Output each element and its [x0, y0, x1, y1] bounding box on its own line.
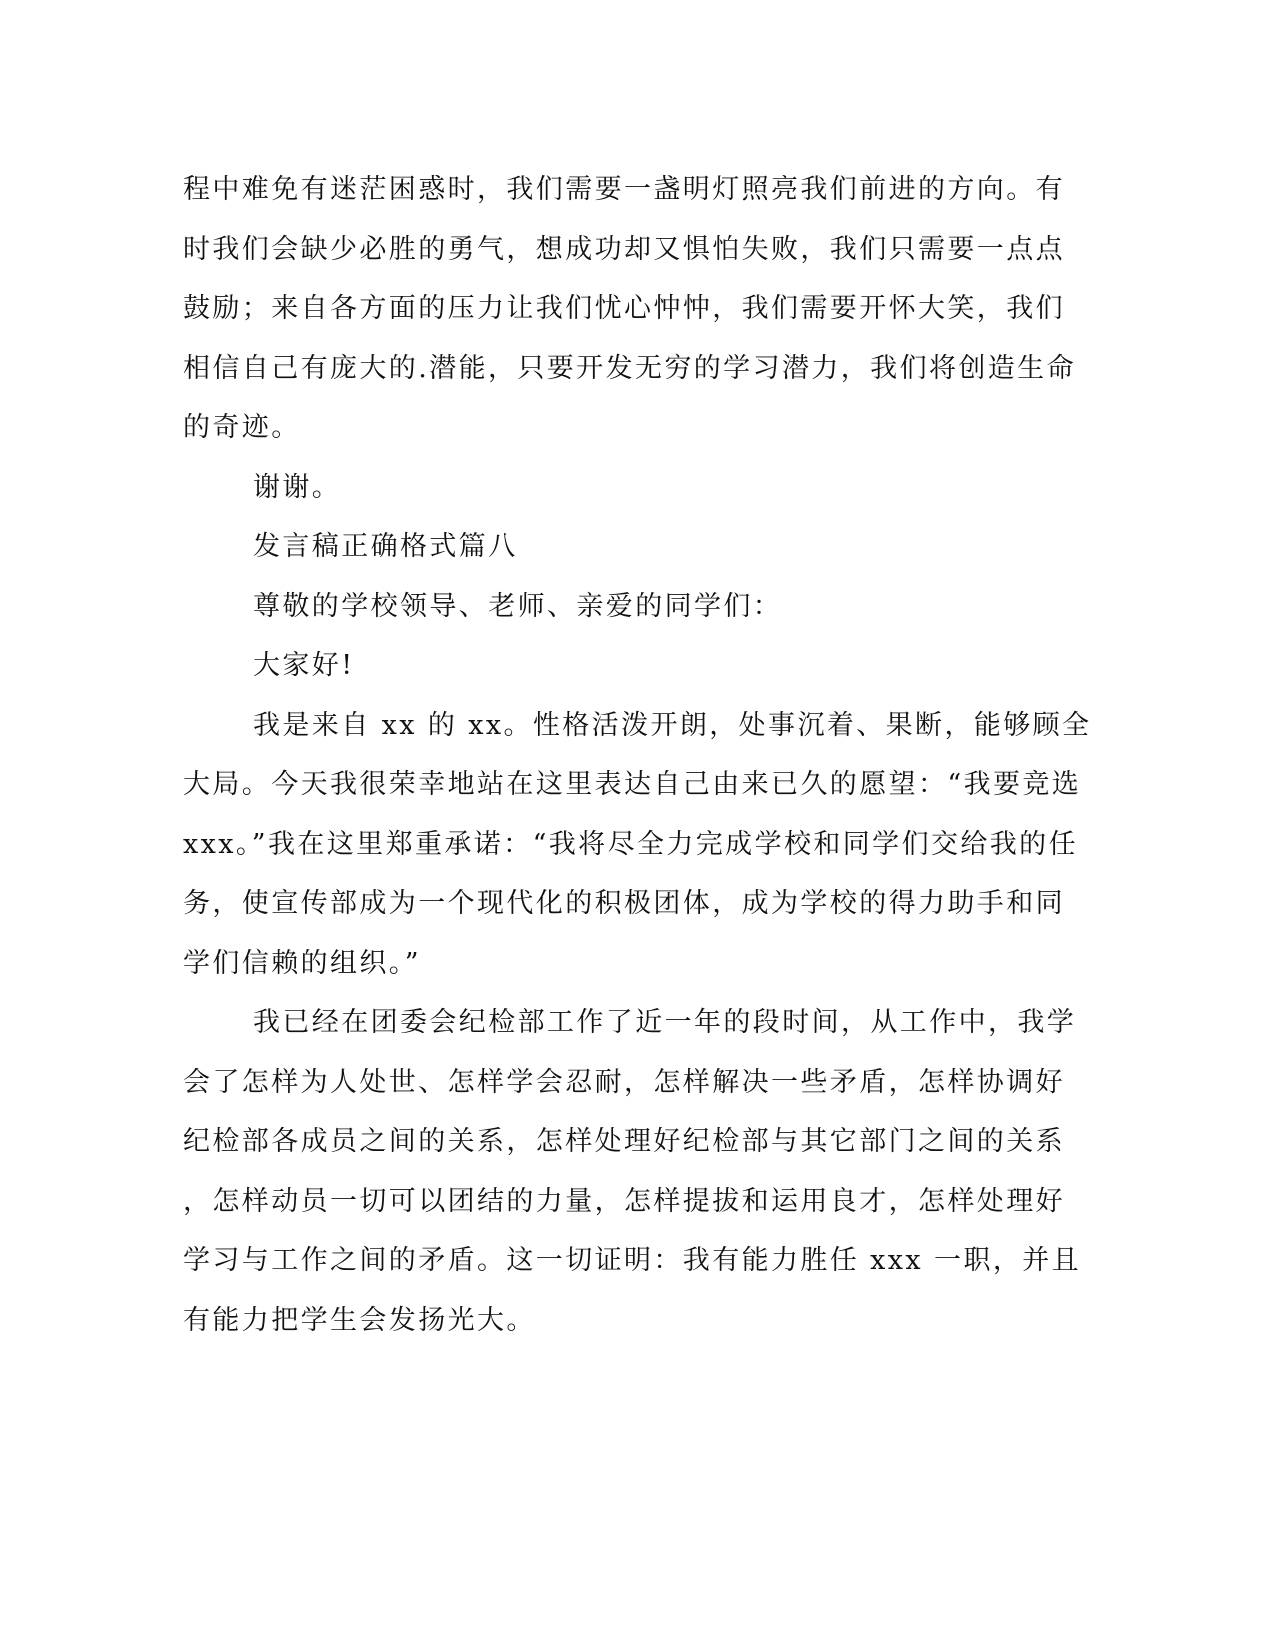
text-line: 学们信赖的组织。”: [183, 947, 421, 979]
text-line: 学习与工作之间的矛盾。这一切证明：我有能力胜任 xxx 一职，并且: [183, 1245, 1082, 1276]
text-line: 会了怎样为人处世、怎样学会忍耐，怎样解决一些矛盾，怎样协调好: [183, 1066, 1065, 1098]
text-line: 时我们会缺少必胜的勇气，想成功却又惧怕失败，我们只需要一点点: [183, 233, 1065, 265]
text-line: 我已经在团委会纪检部工作了近一年的段时间，从工作中，我学: [253, 1007, 1077, 1038]
text-line: ，怎样动员一切可以团结的力量，怎样提拔和运用良才，怎样处理好: [183, 1185, 1065, 1217]
salutation: 尊敬的学校领导、老师、亲爱的同学们：: [253, 590, 783, 622]
text-line: 务，使宣传部成为一个现代化的积极团体，成为学校的得力助手和同: [183, 888, 1065, 919]
text-line: 鼓励；来自各方面的压力让我们忧心忡忡，我们需要开怀大笑，我们: [183, 293, 1065, 324]
text-line: 纪检部各成员之间的关系，怎样处理好纪检部与其它部门之间的关系: [183, 1126, 1065, 1157]
text-line: 程中难免有迷茫困惑时，我们需要一盏明灯照亮我们前进的方向。有: [183, 174, 1065, 205]
section-heading: 发言稿正确格式篇八: [253, 531, 518, 562]
text-line: 相信自己有庞大的.潜能，只要开发无穷的学习潜力，我们将创造生命: [183, 352, 1076, 384]
greeting: 大家好!: [253, 650, 355, 681]
text-line: 我是来自 xx 的 xx。性格活泼开朗，处事沉着、果断，能够顾全: [253, 709, 1092, 741]
text-line: 的奇迹。: [183, 412, 301, 443]
document-body: [183, 160, 1092, 1350]
text-line: 有能力把学生会发扬光大。: [183, 1304, 536, 1336]
text-line: 大局。今天我很荣幸地站在这里表达自己由来已久的愿望：“我要竞选: [183, 769, 1082, 800]
text-line: 谢谢。: [253, 471, 342, 503]
text-line: xxx。”我在这里郑重承诺：“我将尽全力完成学校和同学们交给我的任: [183, 828, 1078, 860]
